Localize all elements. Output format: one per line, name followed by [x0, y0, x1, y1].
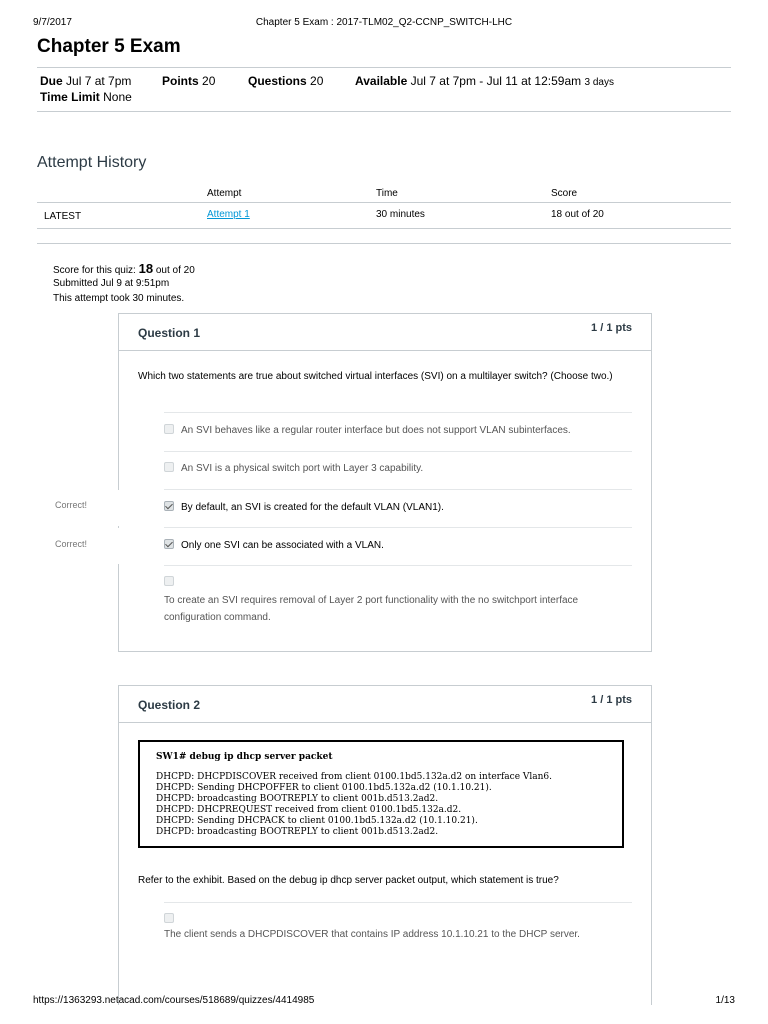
answer-text: Only one SVI can be associated with a VLAN. [181, 540, 384, 551]
question-1-header [119, 314, 651, 351]
points-meta [162, 74, 215, 88]
answer-divider [164, 451, 632, 452]
column-header-attempt: Attempt [207, 188, 242, 199]
divider [37, 202, 731, 203]
exhibit-line: DHCPD: broadcasting BOOTREPLY to client 001b.d513.2ad2. [156, 827, 439, 837]
checked-checkbox-icon[interactable] [164, 539, 174, 549]
correct-label: Correct! [55, 539, 88, 549]
answer-text: By default, an SVI is created for the default VLAN (VLAN1). [181, 502, 444, 513]
exam-title: Chapter 5 Exam [37, 36, 181, 57]
checkbox-icon[interactable] [164, 462, 174, 472]
score-prefix: Score for this quiz: [53, 265, 136, 276]
print-date: 9/7/2017 [33, 17, 72, 28]
checkbox-icon[interactable] [164, 424, 174, 434]
divider [37, 228, 731, 229]
checkbox-icon[interactable] [164, 913, 174, 923]
question-1-title: Question 1 [138, 326, 201, 340]
available-label: Available [355, 74, 408, 88]
points-value: 20 [202, 74, 216, 88]
duration-text: This attempt took 30 minutes. [53, 293, 185, 304]
exam-meta-row [40, 74, 131, 88]
question-2-header [119, 686, 651, 723]
print-header [33, 17, 735, 31]
answer-text: To create an SVI requires removal of Layer 2 port functionality with the no switchport interface configuration command. [164, 595, 579, 623]
answer-divider [164, 489, 632, 490]
quiz-score-line [53, 261, 195, 276]
answer-divider [164, 527, 632, 528]
answer-option[interactable] [164, 914, 632, 925]
print-page-title: Chapter 5 Exam : 2017-TLM02_Q2-CCNP_SWITCH-LHC [255, 17, 513, 28]
due-label: Due [40, 74, 63, 88]
print-page-number: 1/13 [715, 995, 735, 1006]
correct-marker [108, 528, 120, 564]
answer-text: An SVI is a physical switch port with Layer 3 capability. [181, 463, 424, 474]
question-2-text: Refer to the exhibit. Based on the debug ip dhcp server packet output, which statement is true? [138, 875, 559, 886]
attempt-score: 18 out of 20 [551, 209, 604, 220]
question-2-card [118, 685, 652, 1005]
answer-option[interactable] [164, 577, 632, 588]
correct-label: Correct! [55, 500, 88, 510]
answer-text: The client sends a DHCPDISCOVER that contains IP address 10.1.10.21 to the DHCP server. [164, 929, 580, 940]
answer-divider [164, 565, 632, 566]
answer-option[interactable] [164, 463, 632, 474]
checkbox-icon[interactable] [164, 576, 174, 586]
answer-divider [164, 412, 632, 413]
question-2-title: Question 2 [138, 698, 201, 712]
divider [37, 67, 731, 68]
questions-value: 20 [310, 74, 324, 88]
attempt-link[interactable]: Attempt 1 [207, 209, 250, 220]
column-header-score: Score [551, 188, 578, 199]
answer-text: An SVI behaves like a regular router interface but does not support VLAN subinterfaces. [181, 425, 571, 436]
answer-option-correct[interactable] [164, 540, 632, 551]
time-limit-meta [40, 90, 132, 104]
checked-checkbox-icon[interactable] [164, 501, 174, 511]
question-2-points: 1 / 1 pts [591, 694, 632, 706]
time-limit-label: Time Limit [40, 90, 100, 104]
divider [37, 243, 731, 244]
exhibit-line: DHCPD: DHCPDISCOVER received from client 0100.1bd5.132a.d2 on interface Vlan6. [156, 772, 553, 782]
available-value: Jul 7 at 7pm - Jul 11 at 12:59am [410, 74, 582, 88]
print-url: https://1363293.netacad.com/courses/518689/quizzes/4414985 [33, 995, 315, 1006]
latest-label: LATEST [44, 211, 82, 222]
exhibit-line: DHCPD: Sending DHCPACK to client 0100.1bd5.132a.d2 (10.1.10.21). [156, 816, 478, 826]
exhibit-line: DHCPD: broadcasting BOOTREPLY to client 001b.d513.2ad2. [156, 794, 439, 804]
time-limit-value: None [103, 90, 132, 104]
correct-marker [108, 490, 120, 526]
available-meta [355, 74, 614, 88]
exhibit-command: SW1# debug ip dhcp server packet [156, 752, 333, 762]
exhibit-line: DHCPD: Sending DHCPOFFER to client 0100.1bd5.132a.d2 (10.1.10.21). [156, 783, 492, 793]
submitted-text: Submitted Jul 9 at 9:51pm [53, 278, 170, 289]
attempt-history-title: Attempt History [37, 154, 147, 171]
score-suffix: out of 20 [155, 265, 195, 276]
divider [37, 111, 731, 112]
answer-option[interactable] [164, 425, 632, 436]
quiz-score: 18 [138, 261, 154, 276]
attempt-time: 30 minutes [376, 209, 425, 220]
question-1-card [118, 313, 652, 652]
exhibit-line: DHCPD: DHCPREQUEST received from client 0100.1bd5.132a.d2. [156, 805, 462, 815]
available-days: 3 days [584, 77, 614, 88]
due-value: Jul 7 at 7pm [66, 74, 132, 88]
questions-label: Questions [248, 74, 307, 88]
questions-meta [248, 74, 323, 88]
answer-option-correct[interactable] [164, 502, 632, 513]
answer-divider [164, 902, 632, 903]
column-header-time: Time [376, 188, 398, 199]
question-1-points: 1 / 1 pts [591, 322, 632, 334]
question-1-text: Which two statements are true about switched virtual interfaces (SVI) on a multilayer switch? (Choose two.) [138, 371, 613, 382]
print-footer [33, 995, 735, 1009]
points-label: Points [162, 74, 199, 88]
exhibit-image [138, 740, 624, 848]
